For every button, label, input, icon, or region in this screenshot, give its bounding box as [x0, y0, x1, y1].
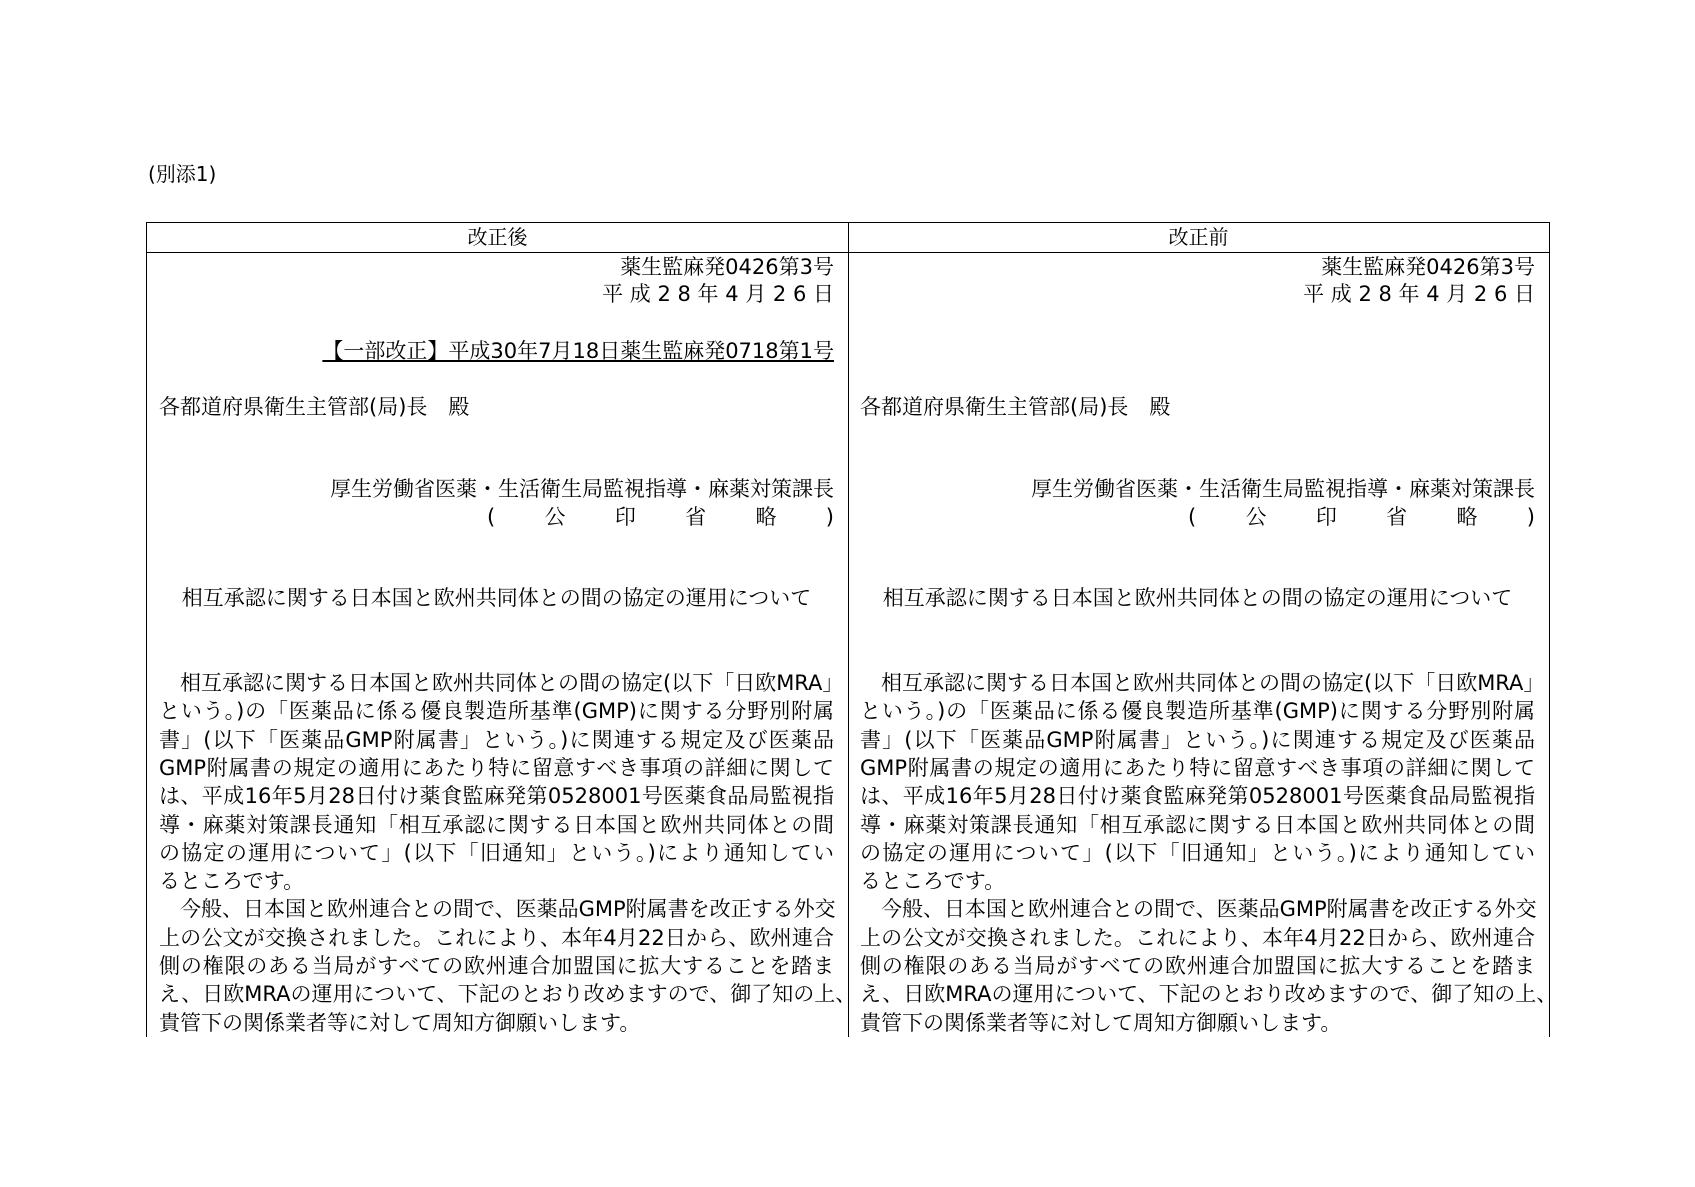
- paragraph-line: 導・麻薬対策課長通知「相互承認に関する日本国と欧州共同体との間: [860, 812, 1535, 837]
- seal-char: 印: [1315, 505, 1337, 529]
- seal-omitted: [487, 503, 834, 531]
- reference-number: 薬生監麻発0426第3号: [620, 255, 834, 279]
- paragraph-line: 相互承認に関する日本国と欧州共同体との間の協定(以下「日欧MRA」: [159, 671, 844, 695]
- paragraph-line: 導・麻薬対策課長通知「相互承認に関する日本国と欧州共同体との間: [159, 812, 834, 837]
- seal-char: ): [825, 505, 834, 529]
- header-after: 改正後: [467, 225, 528, 249]
- amendment-text: 【一部改正】平成30年7月18日薬生監麻発0718第1号: [322, 339, 834, 363]
- issue-date: 平 成 2 8 年 4 月 2 6 日: [602, 282, 834, 306]
- paragraph-line: 側の権限のある当局がすべての欧州連合加盟国に拡大することを踏ま: [159, 954, 834, 978]
- paragraph-line: 上の公文が交換されました。これにより、本年4月22日から、欧州連合: [159, 925, 834, 950]
- column-after: [147, 222, 857, 1037]
- document-title: 相互承認に関する日本国と欧州共同体との間の協定の運用について: [882, 586, 1513, 610]
- seal-char: 公: [544, 505, 566, 529]
- paragraph-line: 貴管下の関係業者等に対して周知方御願いします。: [860, 1010, 1342, 1035]
- paragraph-line: 書」(以下「医薬品GMP附属書」という。)に関連する規定及び医薬品: [159, 727, 834, 752]
- paragraph-line: 側の権限のある当局がすべての欧州連合加盟国に拡大することを踏ま: [860, 954, 1535, 978]
- seal-char: ): [1526, 505, 1535, 529]
- addressee: 各都道府県衛生主管部(局)長 殿: [860, 395, 1171, 419]
- seal-char: 略: [1456, 505, 1478, 529]
- seal-omitted: [1188, 503, 1535, 531]
- sender: 厚生労働省医薬・生活衛生局監視指導・麻薬対策課長: [1031, 477, 1535, 501]
- header-before: 改正前: [1168, 225, 1229, 249]
- paragraph-line: は、平成16年5月28日付け薬食監麻発第0528001号医薬食品局監視指: [860, 784, 1535, 809]
- comparison-table: [146, 222, 1558, 1037]
- issue-date: 平 成 2 8 年 4 月 2 6 日: [1303, 282, 1535, 306]
- seal-char: 印: [614, 505, 636, 529]
- addressee: 各都道府県衛生主管部(局)長 殿: [159, 395, 470, 419]
- sender: 厚生労働省医薬・生活衛生局監視指導・麻薬対策課長: [330, 477, 834, 501]
- seal-char: 略: [755, 505, 777, 529]
- reference-number: 薬生監麻発0426第3号: [1321, 255, 1535, 279]
- paragraph-line: は、平成16年5月28日付け薬食監麻発第0528001号医薬食品局監視指: [159, 784, 834, 809]
- seal-char: (: [487, 505, 496, 529]
- paragraph-line: GMP附属書の規定の適用にあたり特に留意すべき事項の詳細に関して: [860, 755, 1535, 780]
- seal-char: 省: [685, 505, 707, 529]
- paragraph-line: 相互承認に関する日本国と欧州共同体との間の協定(以下「日欧MRA」: [860, 671, 1545, 695]
- column-before: [848, 222, 1558, 1037]
- paragraph-line: GMP附属書の規定の適用にあたり特に留意すべき事項の詳細に関して: [159, 755, 834, 780]
- seal-char: 公: [1245, 505, 1267, 529]
- paragraph-line: 書」(以下「医薬品GMP附属書」という。)に関連する規定及び医薬品: [860, 727, 1535, 752]
- paragraph-line: という。)の「医薬品に係る優良製造所基準(GMP)に関する分野別附属: [860, 699, 1535, 724]
- paragraph-line: 貴管下の関係業者等に対して周知方御願いします。: [159, 1010, 641, 1035]
- seal-char: 省: [1386, 505, 1408, 529]
- seal-char: (: [1188, 505, 1197, 529]
- attachment-label: (別添1): [148, 162, 217, 186]
- paragraph-line: るところです。: [860, 869, 1006, 894]
- paragraph-line: の協定の運用について」(以下「旧通知」という。)により通知してい: [159, 840, 834, 865]
- amendment-note: [159, 337, 834, 365]
- paragraph-line: という。)の「医薬品に係る優良製造所基準(GMP)に関する分野別附属: [159, 699, 834, 724]
- paragraph-line: え、日欧MRAの運用について、下記のとおり改めますので、御了知の上、: [860, 982, 1558, 1007]
- paragraph-line: 今般、日本国と欧州連合との間で、医薬品GMP附属書を改正する外交: [159, 897, 836, 922]
- paragraph-line: え、日欧MRAの運用について、下記のとおり改めますので、御了知の上、: [159, 982, 857, 1007]
- paragraph-line: 上の公文が交換されました。これにより、本年4月22日から、欧州連合: [860, 925, 1535, 950]
- paragraph-line: るところです。: [159, 869, 305, 894]
- document-title: 相互承認に関する日本国と欧州共同体との間の協定の運用について: [181, 586, 812, 610]
- paragraph-line: 今般、日本国と欧州連合との間で、医薬品GMP附属書を改正する外交: [860, 897, 1537, 922]
- paragraph-line: の協定の運用について」(以下「旧通知」という。)により通知してい: [860, 840, 1535, 865]
